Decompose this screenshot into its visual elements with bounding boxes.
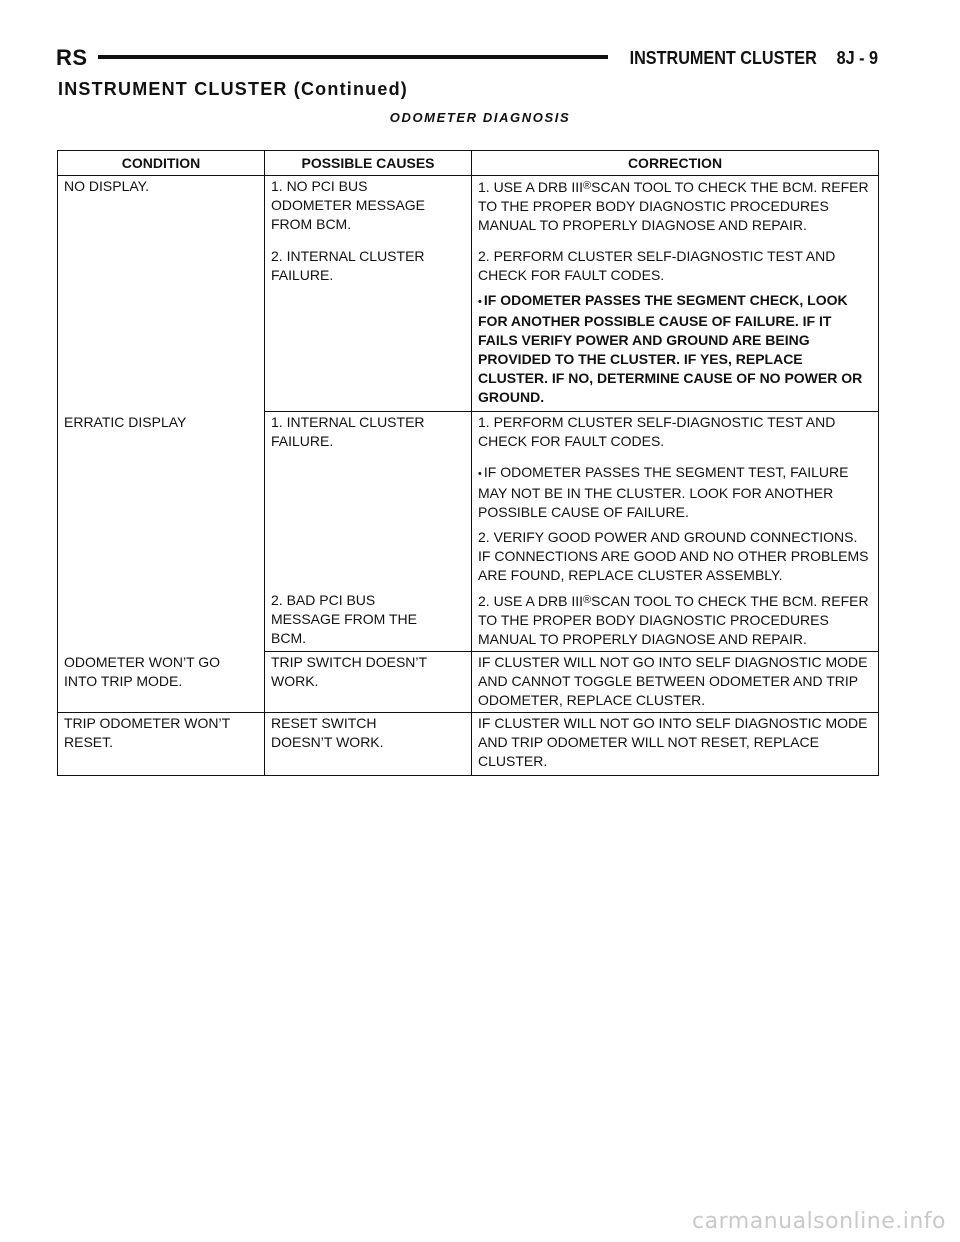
cause-text: 2. BAD PCI BUS MESSAGE FROM THE BCM. bbox=[271, 592, 417, 646]
header-right bbox=[621, 44, 878, 72]
column-header-correction: CORRECTION bbox=[472, 151, 879, 176]
table-row bbox=[58, 412, 879, 586]
continued-title: INSTRUMENT CLUSTER (Continued) bbox=[58, 79, 408, 99]
correction-text bbox=[478, 591, 872, 649]
condition-cell bbox=[58, 412, 265, 652]
table-row bbox=[58, 652, 879, 713]
cause-cell bbox=[265, 235, 472, 412]
correction-note bbox=[478, 291, 872, 407]
correction-text: 1. PERFORM CLUSTER SELF-DIAGNOSTIC TEST AND CHECK FOR FAULT CODES. bbox=[478, 414, 836, 449]
correction-text: 2. VERIFY GOOD POWER AND GROUND CONNECTIONS. IF CONNECTIONS ARE GOOD AND NO OTHER PROBLEMS ARE FOUND, REPLACE CLUSTER ASSEMBLY. bbox=[478, 529, 869, 583]
condition-text: ODOMETER WON’T GO INTO TRIP MODE. bbox=[64, 653, 221, 689]
correction-text-part: 2. USE A DRB III bbox=[478, 593, 584, 609]
cause-cell bbox=[265, 176, 472, 236]
correction-cell bbox=[472, 652, 879, 713]
registered-mark: ® bbox=[583, 594, 592, 606]
watermark: carmanualsonline.info bbox=[692, 1209, 946, 1234]
correction-cell bbox=[472, 713, 879, 776]
page-header bbox=[56, 44, 878, 74]
section-code: RS bbox=[56, 44, 98, 72]
correction-text-part: 1. USE A DRB III bbox=[478, 179, 584, 195]
cause-cell bbox=[265, 652, 472, 713]
table-title: ODOMETER DIAGNOSIS bbox=[389, 110, 571, 125]
correction-text-part: SCAN TOOL TO CHECK THE BCM. REFER TO THE PROPER BODY DIAGNOSTIC PROCEDURES MANUAL TO PROPERLY DIAGNOSE AND REPAIR. bbox=[478, 179, 869, 233]
table-header-row bbox=[58, 151, 879, 176]
correction-text: 2. PERFORM CLUSTER SELF-DIAGNOSTIC TEST AND CHECK FOR FAULT CODES. bbox=[478, 248, 836, 283]
section-title: INSTRUMENT CLUSTER bbox=[629, 48, 817, 68]
column-header-condition: CONDITION bbox=[58, 151, 265, 176]
condition-cell bbox=[58, 176, 265, 412]
cause-text: 1. INTERNAL CLUSTER FAILURE. bbox=[271, 414, 425, 449]
correction-text bbox=[478, 177, 872, 235]
table-row bbox=[58, 176, 879, 236]
correction-note-text: IF ODOMETER PASSES THE SEGMENT CHECK, LOOK FOR ANOTHER POSSIBLE CAUSE OF FAILURE. IF IT FAILS VERIFY POWER AND GROUND ARE BEING PROVIDED TO THE CLUSTER. IF YES, REPLACE CLUSTER. IF NO, DETERMINE CAUSE OF NO POWER OR GROUND. bbox=[478, 292, 863, 405]
correction-note-text: IF ODOMETER PASSES THE SEGMENT TEST, FAILURE MAY NOT BE IN THE CLUSTER. LOOK FOR ANOTHER POSSIBLE CAUSE OF FAILURE. bbox=[478, 464, 849, 520]
correction-text: IF CLUSTER WILL NOT GO INTO SELF DIAGNOSTIC MODE AND CANNOT TOGGLE BETWEEN ODOMETER AND TRIP ODOMETER, REPLACE CLUSTER. bbox=[478, 654, 868, 708]
cause-cell bbox=[265, 412, 472, 586]
cause-text: 2. INTERNAL CLUSTER FAILURE. bbox=[271, 248, 425, 283]
bullet-icon: • bbox=[478, 468, 482, 480]
correction-cell bbox=[472, 176, 879, 236]
condition-text: NO DISPLAY. bbox=[64, 178, 150, 194]
table-row bbox=[58, 713, 879, 776]
bullet-icon: • bbox=[478, 296, 482, 308]
correction-text: IF CLUSTER WILL NOT GO INTO SELF DIAGNOSTIC MODE AND TRIP ODOMETER WILL NOT RESET, REPLACE CLUSTER. bbox=[478, 715, 868, 769]
cause-cell bbox=[265, 713, 472, 776]
cause-text: RESET SWITCH DOESN’T WORK. bbox=[271, 715, 384, 750]
correction-cell bbox=[472, 585, 879, 652]
cause-text: TRIP SWITCH DOESN’T WORK. bbox=[271, 654, 427, 689]
page-number: 8J - 9 bbox=[836, 48, 878, 68]
cause-cell bbox=[265, 585, 472, 652]
condition-cell bbox=[58, 713, 265, 776]
condition-cell bbox=[58, 652, 265, 713]
column-header-causes: POSSIBLE CAUSES bbox=[265, 151, 472, 176]
condition-text: TRIP ODOMETER WON’T RESET. bbox=[64, 715, 230, 750]
correction-cell bbox=[472, 412, 879, 586]
cause-text: 1. NO PCI BUS ODOMETER MESSAGE FROM BCM. bbox=[271, 178, 426, 232]
correction-note bbox=[478, 463, 872, 522]
odometer-diagnosis-table bbox=[57, 150, 879, 776]
correction-text-part: SCAN TOOL TO CHECK THE BCM. REFER TO THE PROPER BODY DIAGNOSTIC PROCEDURES MANUAL TO PROPERLY DIAGNOSE AND REPAIR. bbox=[478, 593, 869, 647]
correction-cell bbox=[472, 235, 879, 412]
condition-text: ERRATIC DISPLAY bbox=[64, 413, 187, 430]
header-rule bbox=[98, 55, 608, 59]
registered-mark: ® bbox=[583, 180, 592, 192]
